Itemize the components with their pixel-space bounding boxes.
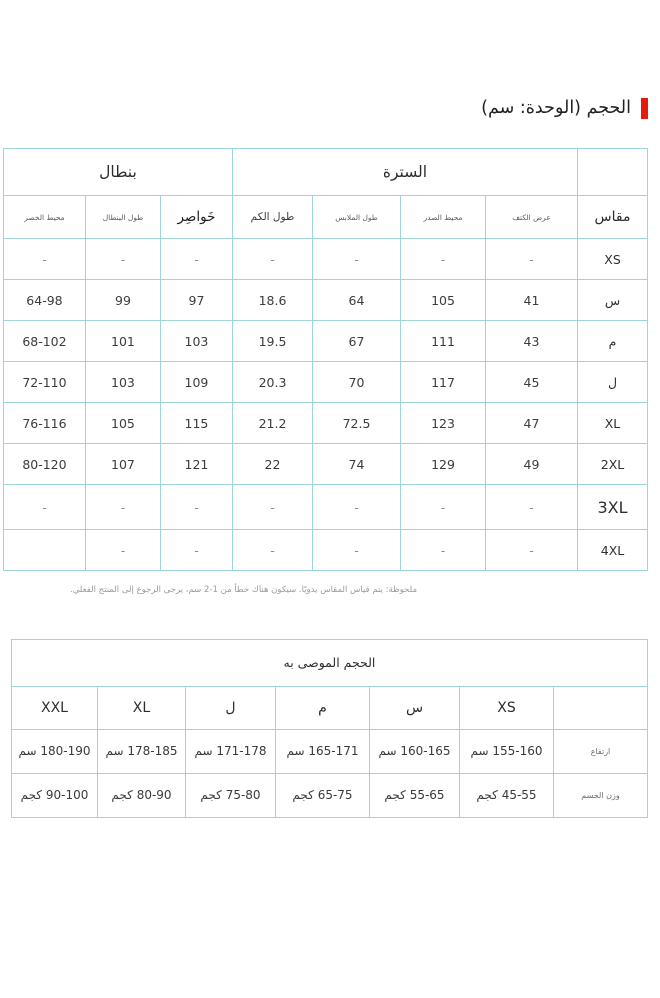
table-row [3,530,647,571]
cell-hips: - [160,239,232,280]
recommended-header-blank [554,686,648,729]
cell-height-xxl: 180-190 سم [11,729,97,773]
cell-weight-xl: 80-90 كجم [98,773,186,817]
cell-waist-circumference: 64-98 [3,280,85,321]
recommended-size-table [11,639,648,818]
cell-sleeve-length: 22 [232,444,312,485]
cell-sleeve-length: 19.5 [232,321,312,362]
group-header-blank [578,149,648,196]
cell-weight-s: 55-65 كجم [370,773,460,817]
cell-trouser-length: - [85,239,160,280]
size-measurements-table [3,148,648,571]
recommended-row-label-weight: وزن الجسم [554,773,648,817]
measurement-note: ملحوظة: يتم قياس المقاس يدويًا. سيكون هناك خطأ من 1-2 سم، يرجى الرجوع إلى المنتج الفعلي. [70,585,418,595]
cell-hips: - [160,530,232,571]
cell-sleeve-length: 18.6 [232,280,312,321]
cell-trouser-length: 99 [85,280,160,321]
table-row [3,280,647,321]
cell-chest-circumference: - [401,530,486,571]
cell-waist-circumference: - [3,239,85,280]
cell-shoulder-width: 43 [486,321,578,362]
cell-garment-length: 64 [313,280,401,321]
page-title-text: الحجم (الوحدة: سم) [481,97,631,118]
page-title [12,98,648,119]
cell-chest-circumference: - [401,239,486,280]
recommended-height-row [11,729,647,773]
table-row [3,321,647,362]
cell-shoulder-width: - [486,485,578,530]
table-row [3,485,647,530]
table-row [3,239,647,280]
cell-waist-circumference: 76-116 [3,403,85,444]
cell-trouser-length: 105 [85,403,160,444]
cell-trouser-length: 107 [85,444,160,485]
recommended-table-title-row [11,639,647,686]
cell-sleeve-length: - [232,485,312,530]
cell-sleeve-length: 21.2 [232,403,312,444]
cell-size: XL [578,403,648,444]
cell-chest-circumference: - [401,485,486,530]
recommended-weight-row [11,773,647,817]
cell-size: س [578,280,648,321]
cell-sleeve-length: 20.3 [232,362,312,403]
recommended-table-header-row [11,686,647,729]
cell-height-l: 171-178 سم [186,729,276,773]
cell-trouser-length: 103 [85,362,160,403]
recommended-header-xxl: XXL [11,686,97,729]
cell-shoulder-width: - [486,239,578,280]
cell-shoulder-width: 45 [486,362,578,403]
cell-waist-circumference: 80-120 [3,444,85,485]
cell-trouser-length: - [85,530,160,571]
cell-garment-length: - [313,485,401,530]
cell-weight-xs: 45-55 كجم [460,773,554,817]
cell-garment-length: 72.5 [313,403,401,444]
column-header-garment-length: طول الملابس [313,196,401,239]
cell-garment-length: - [313,530,401,571]
recommended-header-xl: XL [98,686,186,729]
cell-size: 2XL [578,444,648,485]
cell-size: ل [578,362,648,403]
group-header-trousers: بنطال [3,149,232,196]
recommended-header-s: س [370,686,460,729]
column-header-hips: خَواصِر [160,196,232,239]
recommended-table-title: الحجم الموصى به [11,639,647,686]
cell-height-xs: 155-160 سم [460,729,554,773]
column-header-size: مقاس [578,196,648,239]
cell-waist-circumference: 72-110 [3,362,85,403]
cell-height-m: 165-171 سم [276,729,370,773]
cell-hips: 109 [160,362,232,403]
cell-garment-length: 70 [313,362,401,403]
cell-size: XS [578,239,648,280]
cell-height-xl: 178-185 سم [98,729,186,773]
column-header-chest-circumference: محيط الصدر [401,196,486,239]
cell-trouser-length: 101 [85,321,160,362]
recommended-header-l: ل [186,686,276,729]
cell-waist-circumference: 68-102 [3,321,85,362]
cell-trouser-length: - [85,485,160,530]
cell-shoulder-width: 41 [486,280,578,321]
table-row [3,403,647,444]
cell-sleeve-length: - [232,239,312,280]
cell-shoulder-width: 47 [486,403,578,444]
group-header-jacket: السترة [232,149,577,196]
table-column-header-row [3,196,647,239]
cell-chest-circumference: 105 [401,280,486,321]
cell-hips: 97 [160,280,232,321]
cell-chest-circumference: 123 [401,403,486,444]
size-chart-page [0,98,660,998]
cell-hips: 103 [160,321,232,362]
cell-garment-length: - [313,239,401,280]
cell-waist-circumference: - [3,485,85,530]
cell-sleeve-length: - [232,530,312,571]
cell-height-s: 160-165 سم [370,729,460,773]
cell-size: 3XL [578,485,648,530]
table-group-header-row [3,149,647,196]
accent-bar-icon [641,98,648,119]
cell-hips: 121 [160,444,232,485]
column-header-trouser-length: طول البنطال [85,196,160,239]
cell-garment-length: 74 [313,444,401,485]
table-row [3,362,647,403]
cell-hips: - [160,485,232,530]
cell-size: 4XL [578,530,648,571]
cell-weight-xxl: 90-100 كجم [11,773,97,817]
column-header-sleeve-length: طول الكم [232,196,312,239]
table-row [3,444,647,485]
cell-waist-circumference [3,530,85,571]
column-header-shoulder-width: عرض الكتف [486,196,578,239]
cell-weight-m: 65-75 كجم [276,773,370,817]
cell-size: م [578,321,648,362]
recommended-header-xs: XS [460,686,554,729]
recommended-header-m: م [276,686,370,729]
cell-shoulder-width: - [486,530,578,571]
cell-garment-length: 67 [313,321,401,362]
cell-shoulder-width: 49 [486,444,578,485]
cell-chest-circumference: 129 [401,444,486,485]
cell-weight-l: 75-80 كجم [186,773,276,817]
recommended-row-label-height: ارتفاع [554,729,648,773]
cell-chest-circumference: 111 [401,321,486,362]
column-header-waist-circumference: محيط الخصر [3,196,85,239]
cell-chest-circumference: 117 [401,362,486,403]
cell-hips: 115 [160,403,232,444]
